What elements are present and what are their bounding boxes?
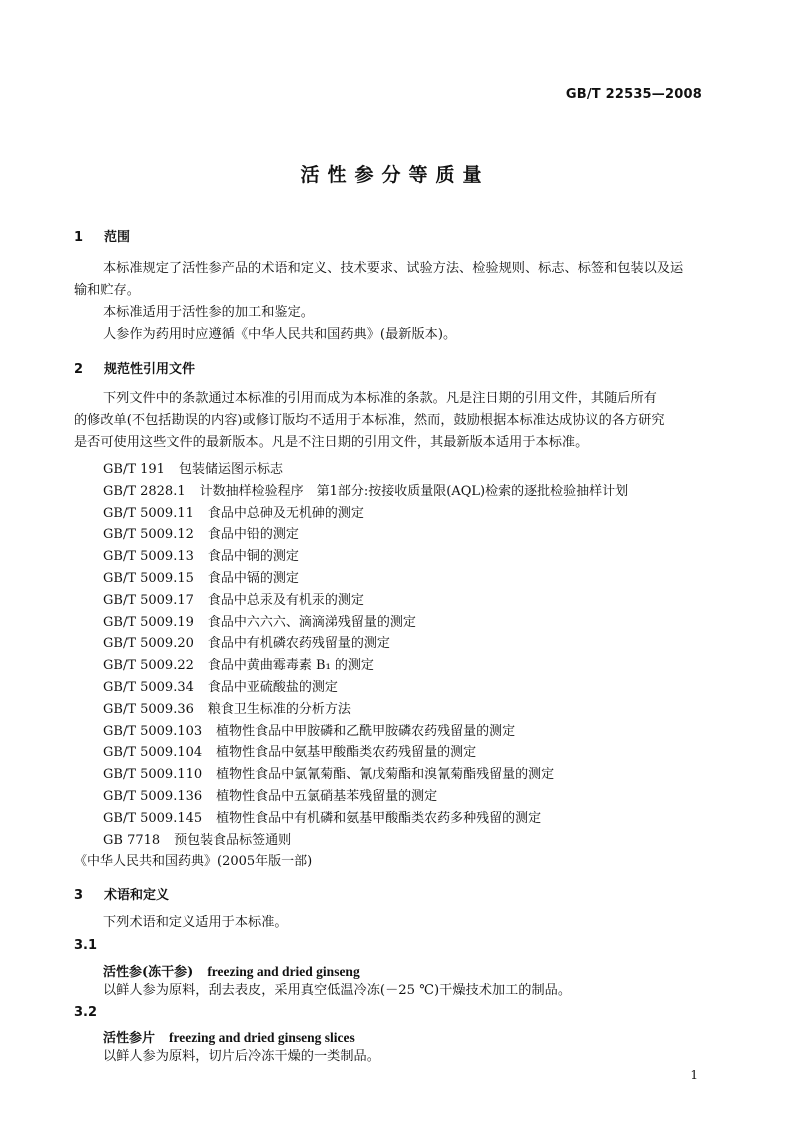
refs-intro-line-2: 的修改单(不包括勘误的内容)或修订版均不适用于本标准，然而，鼓励根据本标准达成协议的各方研究: [74, 413, 665, 428]
reference-code: GB/T 2828.1: [103, 483, 186, 499]
reference-code: 《中华人民共和国药典》(2005年版一部): [74, 854, 313, 870]
reference-code: GB/T 5009.12: [103, 527, 194, 543]
reference-title: 植物性食品中氯氰菊酯、氰戊菊酯和溴氰菊酯残留量的测定: [216, 767, 555, 783]
reference-code: GB/T 5009.145: [103, 810, 203, 826]
reference-item: [103, 632, 390, 651]
term-en: freezing and dried ginseng: [207, 964, 360, 979]
reference-code: GB/T 5009.11: [103, 505, 194, 521]
reference-item: [74, 850, 312, 869]
term-3-2-name: [103, 1027, 355, 1046]
reference-item: [103, 502, 364, 521]
reference-code: GB 7718: [103, 832, 161, 848]
reference-title: 食品中六六六、滴滴涕残留量的测定: [207, 614, 416, 630]
reference-title: 食品中亚硫酸盐的测定: [207, 680, 338, 695]
reference-item: [103, 807, 541, 826]
reference-title: 植物性食品中氨基甲酸酯类农药残留量的测定: [216, 745, 477, 761]
reference-item: [103, 785, 437, 804]
term-en: freezing and dried ginseng slices: [169, 1030, 355, 1045]
reference-code: GB/T 5009.36: [103, 701, 194, 717]
section-title: 规范性引用文件: [104, 362, 196, 377]
term-3-1-definition: 以鲜人参为原料，刮去表皮，采用真空低温冷冻(－25 ℃)干燥技术加工的制品。: [103, 983, 572, 998]
reference-code: GB/T 5009.110: [103, 767, 203, 783]
term-zh: 活性参(冻干参): [103, 965, 194, 980]
term-3-1-number: 3.1: [74, 938, 98, 953]
reference-title: 粮食卫生标准的分析方法: [207, 701, 351, 717]
reference-item: [103, 829, 291, 848]
standard-code: GB/T 22535—2008: [565, 87, 702, 102]
reference-title: 食品中黄曲霉毒素 B₁ 的测定: [207, 658, 374, 674]
reference-item: [103, 720, 515, 739]
section-1-heading: [74, 226, 130, 245]
term-3-1-name: [103, 961, 360, 980]
terms-intro: 下列术语和定义适用于本标准。: [103, 915, 288, 930]
reference-item: [103, 480, 628, 499]
reference-code: GB/T 5009.15: [103, 571, 194, 586]
section-title: 范围: [104, 230, 131, 245]
term-3-2-number: 3.2: [74, 1005, 98, 1020]
reference-title: 食品中总汞及有机汞的测定: [207, 592, 364, 608]
reference-item: [103, 545, 299, 564]
reference-title: 食品中铜的测定: [207, 549, 299, 565]
term-3-2-definition: 以鲜人参为原料，切片后冷冻干燥的一类制品。: [103, 1049, 380, 1064]
reference-item: [103, 589, 364, 608]
reference-code: GB/T 5009.20: [103, 636, 194, 652]
reference-item: [103, 523, 299, 542]
scope-para-3: 人参作为药用时应遵循《中华人民共和国药典》(最新版本)。: [103, 327, 457, 342]
reference-title: 植物性食品中有机磷和氨基甲酸酯类农药多种残留的测定: [216, 810, 542, 826]
section-number: 2: [74, 362, 84, 377]
reference-item: [103, 698, 351, 717]
reference-code: GB/T 5009.19: [103, 614, 194, 630]
reference-item: [103, 611, 416, 630]
reference-code: GB/T 5009.13: [103, 549, 194, 565]
document-title: 活性参分等质量: [300, 164, 490, 186]
reference-title: 食品中有机磷农药残留量的测定: [207, 636, 390, 652]
reference-item: [103, 567, 299, 586]
section-number: 3: [74, 888, 84, 903]
page-number: 1: [690, 1068, 698, 1082]
reference-item: [103, 763, 554, 782]
reference-title: 食品中铅的测定: [207, 527, 299, 543]
section-3-heading: [74, 884, 169, 903]
reference-title: 食品中镉的测定: [207, 571, 299, 586]
reference-code: GB/T 5009.136: [103, 789, 203, 804]
reference-title: 预包装食品标签通则: [174, 832, 292, 848]
reference-code: GB/T 5009.34: [103, 680, 194, 695]
reference-code: GB/T 191: [103, 462, 165, 477]
scope-para-1-line-1: 本标准规定了活性参产品的术语和定义、技术要求、试验方法、检验规则、标志、标签和包装以及运: [103, 261, 684, 276]
reference-code: GB/T 5009.103: [103, 723, 203, 739]
reference-title: 计数抽样检验程序 第1部分:按接收质量限(AQL)检索的逐批检验抽样计划: [199, 483, 629, 499]
scope-para-1-line-2: 输和贮存。: [74, 283, 140, 298]
reference-code: GB/T 5009.17: [103, 592, 194, 608]
scope-para-2: 本标准适用于活性参的加工和鉴定。: [103, 305, 314, 320]
reference-item: [103, 741, 476, 760]
reference-title: 食品中总砷及无机砷的测定: [207, 505, 364, 521]
section-title: 术语和定义: [104, 888, 170, 903]
section-2-heading: [74, 358, 195, 377]
reference-item: [103, 458, 283, 477]
reference-title: 植物性食品中五氯硝基苯残留量的测定: [216, 789, 438, 804]
reference-code: GB/T 5009.22: [103, 658, 194, 674]
reference-title: 植物性食品中甲胺磷和乙酰甲胺磷农药残留量的测定: [216, 723, 516, 739]
reference-code: GB/T 5009.104: [103, 745, 203, 761]
section-number: 1: [74, 230, 84, 245]
refs-intro-line-3: 是否可使用这些文件的最新版本。凡是不注日期的引用文件，其最新版本适用于本标准。: [74, 435, 589, 450]
term-zh: 活性参片: [103, 1031, 156, 1046]
reference-item: [103, 654, 374, 673]
refs-intro-line-1: 下列文件中的条款通过本标准的引用而成为本标准的条款。凡是注日期的引用文件，其随后所有: [103, 391, 657, 406]
reference-title: 包装储运图示标志: [178, 462, 283, 477]
reference-item: [103, 676, 338, 695]
